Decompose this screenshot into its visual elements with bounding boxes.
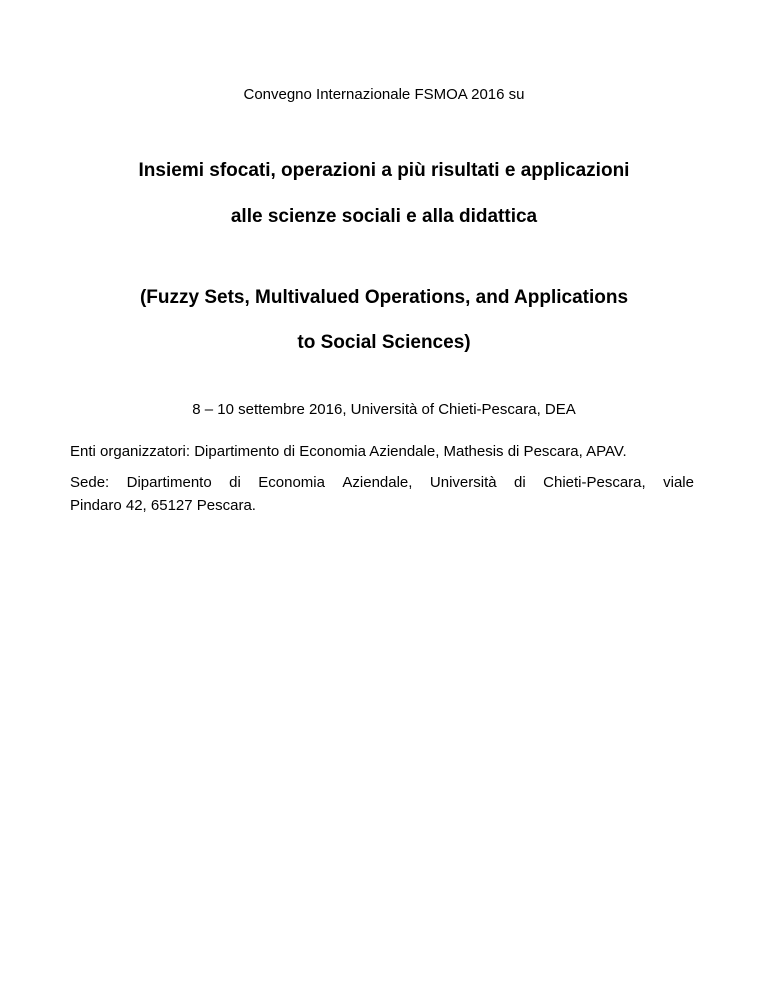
title-italian-line-2: alle scienze sociali e alla didattica (230, 206, 538, 227)
venue-word: Chieti-Pescara, (543, 474, 646, 491)
venue-word: Università (429, 474, 497, 491)
venue-line-2: Pindaro 42, 65127 Pescara. (70, 497, 256, 514)
venue-word: Dipartimento (126, 474, 212, 491)
venue-word: Sede: (70, 474, 110, 491)
venue-word: viale (663, 474, 694, 491)
venue-word: di (514, 474, 526, 491)
venue-word: Aziendale, (342, 474, 413, 491)
title-english-line-2: to Social Sciences) (297, 332, 471, 353)
dates-location: 8 – 10 settembre 2016, Università of Chieti-Pescara, DEA (192, 401, 576, 418)
title-english-line-1: (Fuzzy Sets, Multivalued Operations, and Applications (139, 287, 629, 308)
conference-intro: Convegno Internazionale FSMOA 2016 su (243, 86, 525, 103)
organizers-paragraph: Enti organizzatori: Dipartimento di Economia Aziendale, Mathesis di Pescara, APAV. (70, 443, 627, 460)
venue-line-1 (70, 471, 694, 494)
title-italian-line-1: Insiemi sfocati, operazioni a più risultati e applicazioni (138, 160, 630, 181)
venue-paragraph (70, 471, 694, 517)
venue-word: di (229, 474, 241, 491)
venue-word: Economia (258, 474, 325, 491)
